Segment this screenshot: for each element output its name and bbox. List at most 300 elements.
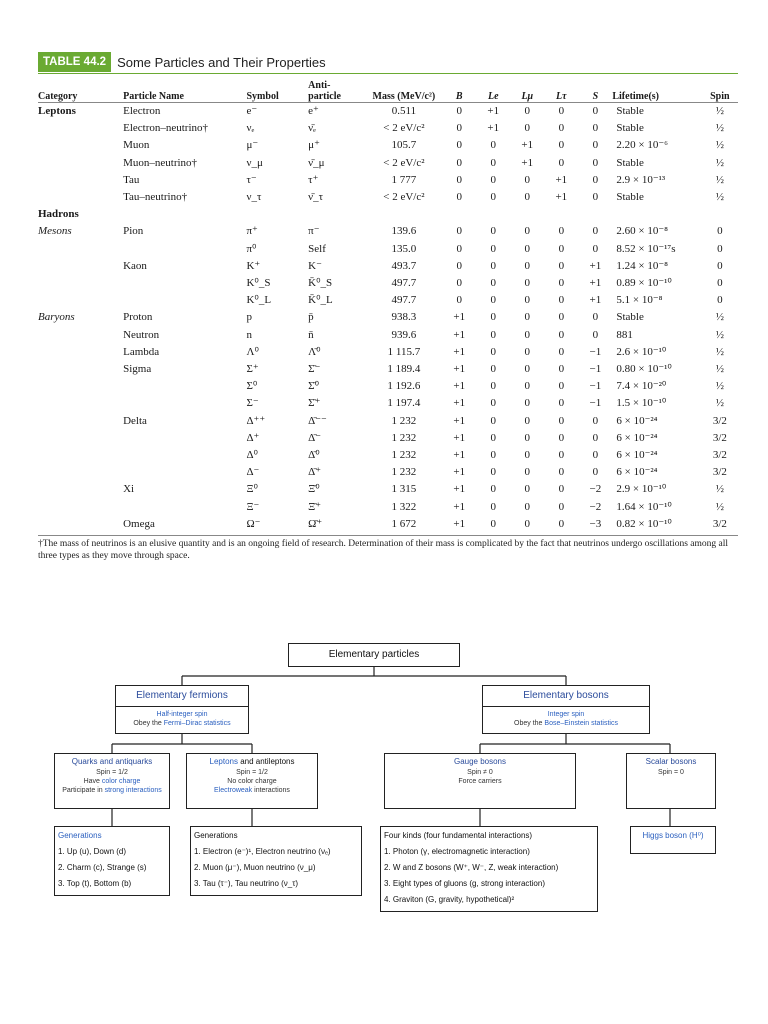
table-row: [38, 361, 738, 378]
cell-Ltau: 0: [558, 414, 565, 427]
quarks-interactions-prefix: Participate in: [62, 787, 105, 794]
cell-Lmu: 0: [524, 483, 531, 496]
cell-B: +1: [453, 345, 466, 358]
gauge-bosons-role: Force carriers: [458, 778, 502, 785]
cell-Le: 0: [490, 449, 496, 462]
cell-lifetime: 6 × 10⁻²⁴: [616, 414, 658, 427]
fermions-spin: Half-integer spin: [156, 711, 208, 718]
header-spin: Spin: [710, 91, 730, 102]
cell-antiparticle: Ω̄⁺: [308, 517, 323, 530]
cell-name: Omega: [123, 517, 155, 530]
cell-name: Tau–neutrino†: [123, 191, 188, 204]
quarks-title: Quarks and antiquarks: [71, 757, 153, 766]
cell-category: [38, 361, 123, 378]
cell-Le: +1: [487, 105, 500, 117]
cell-antiparticle: ν̄_τ: [308, 191, 324, 204]
cell-S: −1: [589, 363, 602, 376]
cell-lifetime: 2.20 × 10⁻⁶: [616, 139, 668, 152]
cell-name: Neutron: [123, 328, 160, 341]
cell-category: Leptons: [38, 105, 76, 117]
cell-Lmu: 0: [524, 105, 531, 117]
cell-Le: 0: [490, 242, 496, 255]
cell-mass: 497.7: [391, 277, 417, 290]
gauge-bosons-spin: Spin ≠ 0: [467, 769, 493, 776]
cell-lifetime: 881: [616, 328, 633, 341]
cell-spin: ½: [715, 483, 724, 496]
cell-Lmu: 0: [524, 517, 531, 530]
table-row: [38, 481, 738, 498]
table-body: [38, 103, 738, 534]
cell-spin: ½: [715, 500, 724, 513]
cell-lifetime: 2.9 × 10⁻¹⁰: [616, 483, 667, 496]
cell-S: 0: [592, 173, 599, 186]
cell-Lmu: 0: [524, 294, 531, 307]
color-charge-link[interactable]: color charge: [101, 778, 141, 785]
lepton-generations-title: Generations: [194, 831, 238, 840]
table-row: [38, 344, 738, 361]
cell-symbol: ν_μ: [246, 156, 263, 169]
cell-mass: 1 232: [391, 431, 417, 444]
cell-Ltau: [544, 206, 578, 223]
cell-Le: 0: [490, 328, 496, 341]
table-row: [38, 275, 738, 292]
cell-S: 0: [592, 466, 599, 479]
cell-name: [123, 395, 246, 412]
cell-name: Delta: [123, 414, 147, 427]
cell-Lmu: 0: [524, 242, 531, 255]
cell-symbol: Σ⁰: [246, 380, 258, 393]
header-Lmu: Lμ: [521, 91, 534, 102]
table-row: [38, 223, 738, 240]
cell-S: 0: [592, 449, 599, 462]
leptons-title: [187, 756, 317, 768]
quark-generations-box: [54, 826, 170, 896]
cell-B: +1: [453, 449, 466, 462]
cell-B: +1: [453, 414, 466, 427]
fermions-statistics: [116, 719, 248, 728]
cell-antiparticle: Δ̄⁻: [308, 431, 322, 444]
cell-Ltau: 0: [558, 500, 565, 513]
table-row: [38, 413, 738, 430]
cell-Lmu: 0: [524, 380, 531, 393]
cell-Le: 0: [490, 294, 496, 307]
quark-generation-3: 3. Top (t), Bottom (b): [58, 879, 132, 888]
cell-name: Pion: [123, 225, 144, 238]
table-title: [38, 52, 738, 72]
cell-B: +1: [453, 311, 466, 324]
cell-category: Baryons: [38, 311, 75, 324]
cell-S: 0: [592, 105, 599, 117]
table-row: [38, 241, 738, 258]
cell-Le: 0: [490, 277, 496, 290]
cell-Lmu: 0: [524, 397, 531, 410]
cell-lifetime: Stable: [616, 122, 644, 135]
cell-category: Mesons: [38, 225, 72, 238]
gauge-kind-4: 4. Graviton (G, gravity, hypothetical)²: [384, 895, 515, 904]
cell-name: Muon: [123, 139, 150, 152]
cell-spin: ½: [715, 156, 724, 169]
cell-antiparticle: [308, 206, 365, 223]
cell-B: 0: [456, 122, 462, 135]
table-row: [38, 137, 738, 154]
cell-category: [38, 120, 123, 137]
cell-name: Xi: [123, 483, 135, 496]
cell-name: [123, 241, 246, 258]
cell-Ltau: +1: [555, 173, 568, 186]
cell-Lmu: 0: [524, 173, 531, 186]
cell-symbol: [246, 206, 308, 223]
cell-S: +1: [589, 277, 602, 290]
cell-spin: ½: [715, 139, 724, 152]
bosons-statistics: [483, 719, 649, 728]
cell-B: 0: [456, 294, 462, 307]
cell-lifetime: 2.6 × 10⁻¹⁰: [616, 345, 667, 358]
cell-B: 0: [456, 139, 462, 152]
header-B: B: [455, 91, 463, 102]
cell-name: [123, 464, 246, 481]
cell-mass: [366, 206, 443, 223]
cell-S: 0: [592, 156, 599, 169]
quarks-color-prefix: Have: [83, 778, 102, 785]
cell-mass: 938.3: [391, 311, 417, 324]
cell-S: −2: [589, 500, 602, 513]
header-S: S: [592, 91, 599, 102]
root-title: Elementary particles: [328, 649, 420, 660]
cell-spin: [702, 206, 738, 223]
cell-antiparticle: Δ̄⁺: [308, 466, 322, 479]
cell-Le: 0: [490, 500, 496, 513]
cell-Le: 0: [490, 431, 496, 444]
cell-Ltau: 0: [558, 294, 565, 307]
cell-symbol: K⁰_S: [246, 277, 271, 290]
cell-category: [38, 172, 123, 189]
cell-symbol: μ⁻: [246, 139, 259, 152]
cell-category: [38, 464, 123, 481]
header-category: Category: [38, 91, 78, 102]
cell-category: [38, 327, 123, 344]
cell-mass: 939.6: [391, 328, 417, 341]
cell-symbol: π⁰: [246, 242, 257, 255]
cell-spin: 0: [717, 294, 723, 307]
lepton-generation-3: 3. Tau (τ⁻), Tau neutrino (ν_τ): [194, 879, 299, 888]
higgs-box: [630, 826, 716, 854]
cell-category: [38, 137, 123, 154]
table-row: [38, 447, 738, 464]
bose-einstein-link[interactable]: Bose–Einstein statistics: [544, 720, 618, 727]
cell-B: 0: [456, 242, 462, 255]
cell-lifetime: Stable: [616, 156, 644, 169]
cell-category: [38, 241, 123, 258]
cell-category: [38, 447, 123, 464]
cell-B: +1: [453, 363, 466, 376]
cell-symbol: Δ⁺⁺: [246, 414, 266, 427]
cell-mass: 1 672: [391, 517, 417, 530]
cell-spin: ½: [715, 380, 724, 393]
cell-lifetime: 1.24 × 10⁻⁸: [616, 259, 668, 272]
cell-category: [38, 378, 123, 395]
cell-antiparticle: ν̄_μ: [308, 156, 325, 169]
gauge-bosons-title: Gauge bosons: [453, 757, 507, 766]
cell-spin: 0: [717, 225, 723, 238]
table-row: [38, 206, 738, 223]
cell-B: 0: [456, 225, 462, 238]
lepton-generation-1: 1. Electron (e⁻)¹, Electron neutrino (νₑ): [194, 847, 331, 856]
cell-Le: 0: [490, 397, 496, 410]
cell-spin: ½: [715, 191, 724, 204]
cell-Le: 0: [490, 517, 496, 530]
cell-antiparticle: Σ̄⁺: [308, 397, 321, 410]
cell-mass: 1 232: [391, 466, 417, 479]
cell-S: 0: [592, 328, 599, 341]
quark-generations-title: Generations: [58, 831, 102, 840]
lepton-generations-box: [190, 826, 362, 896]
cell-S: 0: [592, 139, 599, 152]
cell-symbol: K⁰_L: [246, 294, 272, 307]
scalar-bosons-box: [626, 753, 716, 809]
cell-S: [578, 206, 612, 223]
cell-Le: 0: [490, 414, 496, 427]
cell-mass: 0.511: [391, 105, 417, 117]
table-caption: Some Particles and Their Properties: [117, 54, 326, 70]
cell-symbol: Σ⁻: [246, 397, 259, 410]
table-badge: TABLE 44.2: [38, 52, 111, 72]
cell-mass: < 2 eV/c²: [383, 191, 425, 204]
bosons-statistics-prefix: Obey the: [514, 720, 545, 727]
cell-Ltau: 0: [558, 345, 565, 358]
cell-S: −1: [589, 397, 602, 410]
cell-antiparticle: μ⁺: [308, 139, 320, 152]
fermions-statistics-prefix: Obey the: [133, 720, 164, 727]
cell-Ltau: 0: [558, 139, 565, 152]
cell-name: [123, 206, 246, 223]
cell-Lmu: 0: [524, 311, 531, 324]
cell-Lmu: 0: [524, 500, 531, 513]
cell-Lmu: 0: [524, 345, 531, 358]
cell-lifetime: 1.5 × 10⁻¹⁰: [616, 397, 667, 410]
cell-spin: ½: [715, 363, 724, 376]
quarks-spin: Spin = 1/2: [96, 769, 128, 776]
cell-antiparticle: Self: [308, 242, 326, 255]
cell-Ltau: 0: [558, 259, 565, 272]
cell-antiparticle: τ⁺: [308, 173, 319, 186]
cell-name: Kaon: [123, 259, 147, 272]
cell-symbol: p: [246, 311, 252, 324]
cell-B: +1: [453, 483, 466, 496]
table-row: [38, 327, 738, 344]
cell-lifetime: 2.9 × 10⁻¹³: [616, 173, 666, 186]
cell-category: [38, 275, 123, 292]
cell-mass: 493.7: [391, 259, 417, 272]
cell-S: −1: [589, 345, 602, 358]
cell-symbol: Σ⁺: [246, 363, 259, 376]
cell-category: Hadrons: [38, 208, 79, 221]
cell-Lmu: [510, 206, 544, 223]
cell-S: −2: [589, 483, 602, 496]
cell-antiparticle: Δ̄⁰: [308, 449, 320, 462]
cell-B: [442, 206, 476, 223]
cell-B: 0: [456, 156, 462, 169]
table-row: [38, 464, 738, 481]
cell-B: +1: [453, 517, 466, 530]
header-antiparticle: Anti- particle: [308, 80, 341, 102]
cell-mass: 1 232: [391, 449, 417, 462]
cell-antiparticle: π⁻: [308, 225, 320, 238]
gauge-boson-kinds-box: [380, 826, 598, 912]
cell-category: [38, 413, 123, 430]
cell-mass: < 2 eV/c²: [383, 156, 425, 169]
leptons-title-rest: and antileptons: [237, 757, 295, 766]
cell-Ltau: 0: [558, 449, 565, 462]
header-symbol: Symbol: [246, 91, 279, 102]
cell-Ltau: 0: [558, 122, 565, 135]
table-footnote: †The mass of neutrinos is an elusive quantity and is an ongoing field of research. Determination of their mass is complicated by the fact that neutrinos undergo oscillations among all three types as they move through space.: [38, 535, 738, 562]
fermions-title: Elementary fermions: [116, 686, 248, 707]
cell-mass: 1 315: [391, 483, 417, 496]
cell-spin: ½: [715, 122, 724, 135]
cell-Le: 0: [490, 483, 496, 496]
cell-lifetime: 1.64 × 10⁻¹⁰: [616, 500, 672, 513]
cell-name: [123, 447, 246, 464]
cell-antiparticle: Σ̄⁻: [308, 363, 321, 376]
cell-antiparticle: n̄: [308, 328, 314, 341]
cell-Le: +1: [487, 122, 500, 135]
cell-Lmu: 0: [524, 363, 531, 376]
cell-lifetime: 6 × 10⁻²⁴: [616, 466, 658, 479]
bosons-title: Elementary bosons: [483, 686, 649, 707]
cell-S: +1: [589, 259, 602, 272]
cell-Lmu: 0: [524, 328, 531, 341]
cell-mass: 135.0: [391, 242, 417, 255]
cell-B: +1: [453, 466, 466, 479]
cell-B: +1: [453, 431, 466, 444]
quarks-color-charge: [55, 777, 169, 786]
leptons-link[interactable]: Leptons: [209, 757, 238, 766]
cell-mass: 1 322: [391, 500, 417, 513]
cell-Le: 0: [490, 156, 496, 169]
bosons-box: [482, 685, 650, 734]
cell-Le: 0: [490, 139, 496, 152]
cell-Le: 0: [490, 259, 496, 272]
cell-mass: < 2 eV/c²: [383, 122, 425, 135]
cell-symbol: Δ⁰: [246, 449, 258, 462]
cell-symbol: Ξ⁻: [246, 500, 260, 513]
cell-Ltau: 0: [558, 431, 565, 444]
cell-Le: 0: [490, 466, 496, 479]
table-row: [38, 189, 738, 206]
table-header-row: [38, 74, 738, 103]
leptons-box: [186, 753, 318, 809]
cell-lifetime: 6 × 10⁻²⁴: [616, 449, 658, 462]
cell-symbol: Λ⁰: [246, 345, 259, 358]
cell-category: [38, 430, 123, 447]
bosons-spin: Integer spin: [547, 711, 585, 718]
particles-table-section: [38, 52, 738, 562]
cell-Lmu: 0: [524, 431, 531, 444]
cell-B: +1: [453, 500, 466, 513]
gauge-kinds-title: Four kinds (four fundamental interactions): [384, 831, 533, 840]
cell-name: Sigma: [123, 363, 152, 376]
fermions-box: [115, 685, 249, 734]
cell-Lmu: 0: [524, 414, 531, 427]
cell-category: [38, 292, 123, 309]
header-name: Particle Name: [123, 91, 184, 102]
cell-B: 0: [456, 191, 462, 204]
cell-name: [123, 499, 246, 516]
cell-Lmu: 0: [524, 449, 531, 462]
cell-antiparticle: Λ̄⁰: [308, 345, 321, 358]
fermi-dirac-link[interactable]: Fermi–Dirac statistics: [163, 720, 231, 727]
cell-category: [38, 481, 123, 498]
cell-spin: ½: [715, 328, 724, 341]
cell-B: 0: [456, 105, 462, 117]
cell-symbol: τ⁻: [246, 173, 257, 186]
quarks-interactions: [55, 786, 169, 795]
cell-spin: ½: [715, 105, 724, 117]
cell-Ltau: 0: [558, 397, 565, 410]
cell-Ltau: +1: [555, 191, 568, 204]
cell-Ltau: 0: [558, 311, 565, 324]
cell-lifetime: 8.52 × 10⁻¹⁷s: [616, 242, 676, 255]
cell-lifetime: Stable: [616, 191, 644, 204]
table-row: [38, 120, 738, 137]
table-row: [38, 155, 738, 172]
cell-Le: 0: [490, 191, 496, 204]
cell-name: Proton: [123, 311, 153, 324]
cell-B: +1: [453, 397, 466, 410]
cell-Ltau: 0: [558, 466, 565, 479]
cell-lifetime: 6 × 10⁻²⁴: [616, 431, 658, 444]
cell-spin: ½: [715, 173, 724, 186]
header-Le: Le: [487, 91, 499, 102]
header-Ltau: Lτ: [556, 91, 567, 102]
table-row: [38, 103, 738, 121]
cell-Ltau: 0: [558, 105, 565, 117]
cell-category: [38, 499, 123, 516]
cell-lifetime: 0.82 × 10⁻¹⁰: [616, 517, 672, 530]
cell-antiparticle: K⁻: [308, 259, 322, 272]
cell-Le: [476, 206, 510, 223]
particles-table: [38, 74, 738, 533]
cell-lifetime: Stable: [616, 311, 644, 324]
cell-category: [38, 516, 123, 533]
cell-antiparticle: Ξ̄⁺: [308, 500, 322, 513]
table-row: [38, 172, 738, 189]
cell-Lmu: +1: [521, 156, 534, 169]
cell-antiparticle: Δ̄⁻⁻: [308, 414, 327, 427]
strong-interactions-link[interactable]: strong interactions: [104, 787, 162, 794]
cell-mass: 1 232: [391, 414, 417, 427]
cell-spin: ½: [715, 311, 724, 324]
cell-name: [123, 430, 246, 447]
root-box: [288, 643, 460, 667]
cell-Le: 0: [490, 311, 496, 324]
cell-spin: 3/2: [712, 517, 727, 530]
table-row: [38, 499, 738, 516]
cell-lifetime: Stable: [616, 105, 644, 117]
gauge-kind-1: 1. Photon (γ, electromagnetic interaction): [384, 847, 530, 856]
cell-Ltau: 0: [558, 380, 565, 393]
cell-B: 0: [456, 277, 462, 290]
cell-Ltau: 0: [558, 277, 565, 290]
cell-Lmu: 0: [524, 259, 531, 272]
electroweak-link[interactable]: Electroweak: [214, 787, 253, 794]
cell-category: [38, 344, 123, 361]
cell-category: [38, 155, 123, 172]
cell-category: [38, 395, 123, 412]
cell-name: Lambda: [123, 345, 160, 358]
cell-S: −3: [589, 517, 602, 530]
cell-B: +1: [453, 380, 466, 393]
